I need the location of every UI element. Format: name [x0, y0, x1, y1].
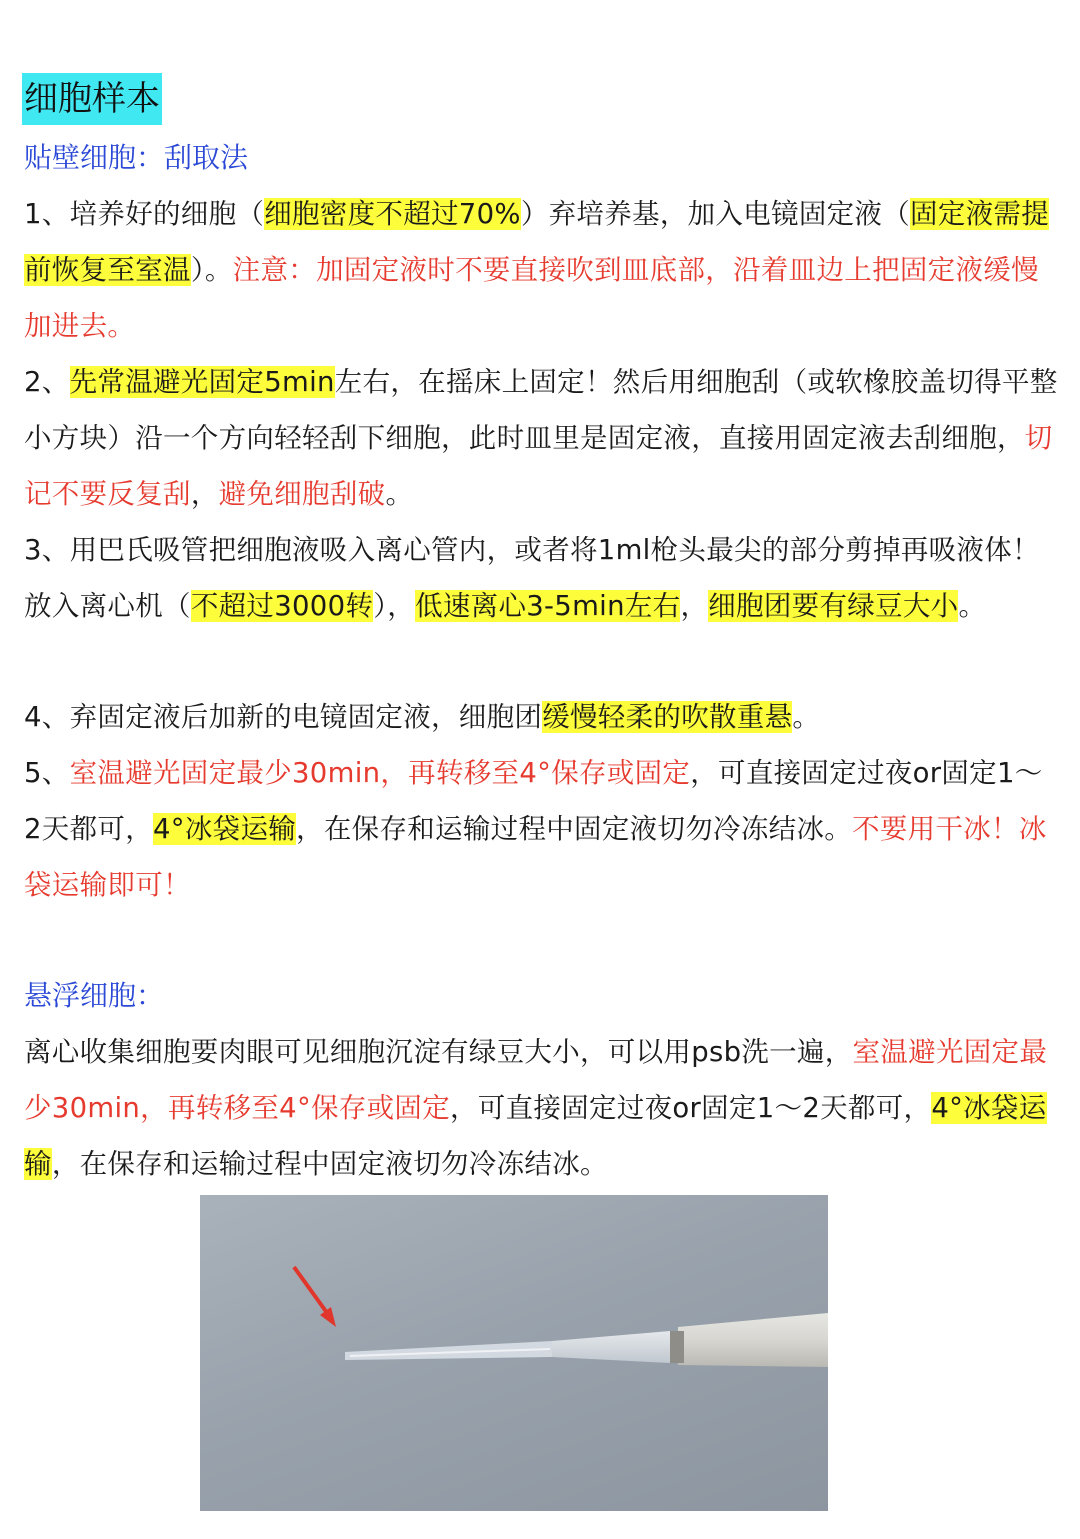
body-text: ，可直接固定过夜or固定1～2天都可， — [450, 1092, 932, 1124]
body-text: ）， — [373, 590, 416, 622]
body-text: ， — [190, 478, 219, 510]
highlighted-text: 固定液需提前恢复至室温 — [24, 198, 1050, 286]
body-text: ，在保存和运输过程中固定液切勿冷冻结冰。 — [296, 813, 853, 845]
step-1 — [24, 186, 1060, 354]
warning-text: 室温避光固定最少30min，再转移至4°保存或固定 — [69, 757, 691, 789]
body-text: ，可直接固定过夜or固定1～2天都可， — [24, 757, 1043, 845]
step-5 — [24, 745, 1060, 913]
warning-text: 切记不要反复刮 — [24, 422, 1053, 510]
body-text: 离心收集细胞要肉眼可见细胞沉淀有绿豆大小，可以用psb洗一遍， — [24, 1036, 853, 1068]
warning-text: 不要用干冰！冰袋运输即可！ — [24, 813, 1047, 901]
red-arrow-icon — [294, 1267, 336, 1327]
body-text: ， — [680, 590, 709, 622]
body-text: ，在保存和运输过程中固定液切勿冷冻结冰。 — [51, 1148, 608, 1180]
body-text: 3、用巴氏吸管把细胞液吸入离心管内，或者将1ml枪头最尖的部分剪掉再吸液体！放入离心机（ — [24, 534, 1040, 622]
highlighted-text: 细胞团要有绿豆大小 — [708, 590, 959, 622]
body-text: 5、 — [24, 757, 70, 789]
warning-text: 室温避光固定最少30min，再转移至4°保存或固定 — [24, 1036, 1048, 1124]
page-title: 细胞样本 — [22, 73, 162, 125]
warning-text: 避免细胞刮破 — [218, 478, 386, 510]
tip-collar — [552, 1331, 670, 1363]
highlighted-text: 不超过3000转 — [190, 590, 374, 622]
highlighted-text: 细胞密度不超过70% — [264, 198, 521, 230]
body-text: ）弃培养基，加入电镜固定液（ — [520, 198, 911, 230]
body-text: 1、培养好的细胞（ — [24, 198, 265, 230]
body-text: 。 — [792, 701, 821, 733]
pipette-photo — [200, 1195, 828, 1511]
warning-text: 注意：加固定液时不要直接吹到皿底部，沿着皿边上把固定液缓慢加进去。 — [24, 254, 1039, 342]
step-4 — [24, 689, 1060, 745]
step-3 — [24, 522, 1060, 634]
suspension-text — [24, 1024, 1060, 1192]
body-text: 左右，在摇床上固定！然后用细胞刮（或软橡胶盖切得平整小方块）沿一个方向轻轻刮下细胞，此时皿里是固定液，直接用固定液去刮细胞， — [24, 366, 1058, 454]
step-2 — [24, 354, 1060, 522]
barrel-ring — [670, 1331, 684, 1363]
body-text: 4、弃固定液后加新的电镜固定液，细胞团 — [24, 701, 543, 733]
highlighted-text: 低速离心3-5min左右 — [415, 590, 681, 622]
pipette-barrel — [678, 1313, 828, 1367]
highlighted-text: 缓慢轻柔的吹散重悬 — [542, 701, 793, 733]
highlighted-text: 先常温避光固定5min — [69, 366, 335, 398]
body-text: 。 — [958, 590, 987, 622]
highlighted-text: 4°冰袋运输 — [153, 813, 297, 845]
body-text: 。 — [385, 478, 414, 510]
pipette-illustration — [200, 1195, 828, 1511]
body-text: ）。 — [190, 254, 233, 286]
suspension-heading: 悬浮细胞： — [24, 979, 165, 1012]
highlighted-text: 4°冰袋运输 — [24, 1092, 1047, 1180]
adherent-heading: 贴壁细胞：刮取法 — [24, 141, 249, 174]
body-text: 2、 — [24, 366, 70, 398]
